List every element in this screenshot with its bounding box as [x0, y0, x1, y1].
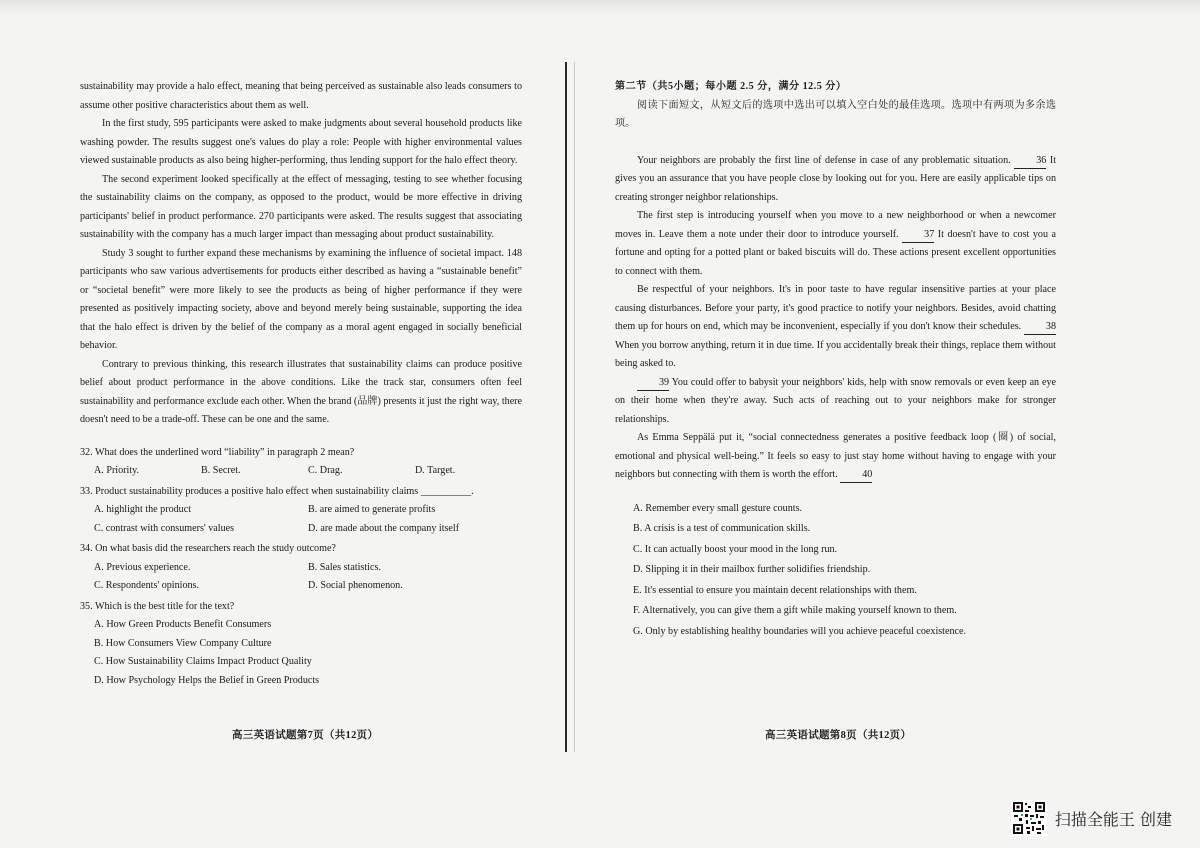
qr-code-icon: [1011, 800, 1047, 836]
page-divider-shadow: [574, 62, 575, 752]
answer-options: [615, 499, 1056, 643]
passage-paragraph-1: Your neighbors are probably the first line of defense in case of any problematic situation. 36 It gives you an assurance that you have people close by looking out for you. Here are easily applicable tips on creating stronger neighbor relationships.: [615, 154, 1057, 203]
option-b: B. Sales statistics.: [308, 561, 381, 573]
option-d: D. Target.: [415, 465, 456, 476]
question-34: [80, 540, 522, 596]
option-d: D. Social phenomenon.: [308, 580, 403, 591]
option-a: A. Remember every small gesture counts.: [633, 502, 803, 514]
right-page: [615, 78, 1056, 642]
question-stem: 35. Which is the best title for the text?: [80, 600, 235, 612]
paragraph-1: sustainability may provide a halo effect, meaning that being perceived as sustainable also leads consumers to assume other positive characteristics about them as well.: [80, 81, 522, 111]
option-d: D. are made about the company itself: [308, 522, 460, 534]
option-c: C. How Sustainability Claims Impact Product Quality: [94, 656, 312, 667]
option-c: C. Drag.: [308, 465, 343, 476]
section-title: 第二节（共5小题；每小题 2.5 分，满分 12.5 分）: [615, 81, 847, 92]
option-c: C. contrast with consumers' values: [94, 522, 235, 534]
left-page: [80, 78, 522, 690]
blank-40[interactable]: 40: [840, 468, 872, 483]
paragraph-5: Contrary to previous thinking, this research illustrates that sustainability claims can produce positive belief about product performance in the above conditions. Like the track star, consumers often feel sustainability and performance exclude each other. When the brand (品牌) presents it just the right way, there doesn't need to be a trade-off. These can be one and the same.: [80, 358, 523, 425]
blank-39[interactable]: 39: [637, 376, 669, 391]
option-a: A. How Green Products Benefit Consumers: [94, 619, 272, 630]
option-a: A. Priority.: [94, 465, 140, 476]
paragraph-4: Study 3 sought to further expand these mechanisms by examining the influence of societal impact. 148 participants who saw various advertisements for products either described as having a “sustainable benefit” or “societal benefit” were more likely to see the products as being of higher performance if they were presented as positively impacting society, above and beyond merely being sustainable, supporting the idea that the halo effect is driven by the belief of the company as a moral agent engaged in socially beneficial behavior.: [80, 247, 522, 351]
option-a: A. Previous experience.: [94, 561, 191, 573]
scanner-watermark: [1011, 800, 1172, 836]
option-a: A. highlight the product: [94, 504, 191, 515]
paragraph-2: In the first study, 595 participants were asked to make judgments about several household products like washing powder. The results suggest one's values do play a role: People with higher environmental values viewed sustainable products as also being higher-performing, thus lending support for the halo effect theory.: [80, 118, 522, 166]
paragraph-3: The second experiment looked specifically at the effect of messaging, testing to see whether focusing the sustainability claims on the company, as opposed to the product, would be more effective in driving participants' belief in product performance. 270 participants were asked. The results suggest that associating sustainability with the company has a much larger impact than messaging about product sustainability.: [80, 173, 522, 240]
passage-paragraph-3: Be respectful of your neighbors. It's in poor taste to have regular insensitive parties at your place causing disturbances. Before your party, it's good practice to notify your neighbors. Besides, avoid chatting them up for hours on end, which may be inconvenient, especially if you don't know their schedules. 38 When you borrow anything, return it in due time. If you accidentally break their things, replace them without being asked to.: [615, 284, 1056, 369]
question-33: [80, 483, 522, 539]
scan-edge: [0, 0, 1200, 14]
option-e: E. It's essential to ensure you maintain decent relationships with them.: [633, 584, 917, 596]
option-d: D. Slipping it in their mailbox further solidifies friendship.: [633, 564, 871, 575]
question-stem: 33. Product sustainability produces a positive halo effect when sustainability claims __________.: [80, 485, 474, 497]
question-stem: 34. On what basis did the researchers reach the study outcome?: [80, 543, 336, 554]
question-stem: 32. What does the underlined word “liability” in paragraph 2 mean?: [80, 446, 355, 458]
blank-37[interactable]: 37: [902, 228, 934, 243]
blank-38[interactable]: 38: [1024, 320, 1056, 335]
option-c: C. Respondents' opinions.: [94, 580, 200, 591]
option-b: B. Secret.: [201, 465, 241, 476]
passage-paragraph-2: The first step is introducing yourself when you move to a new neighborhood or when a newcomer moves in. Leave them a note under their door to introduce yourself. 37 It doesn't have to cost you a fortune and opting for a potted plant or baked biscuits will do. These actions present excellent opportunities to connect with them.: [615, 210, 1056, 277]
watermark-text: 扫描全能王 创建: [1054, 809, 1172, 829]
option-b: B. A crisis is a test of communication skills.: [633, 523, 811, 534]
option-c: C. It can actually boost your mood in the long run.: [633, 543, 838, 555]
passage-paragraph-4: 39 You could offer to babysit your neighbors' kids, help with snow removals or even keep an eye on their home when they're away. Such acts of reaching out to your neighbors make for stronger relationships.: [615, 376, 1056, 425]
page-divider: [565, 62, 567, 752]
option-b: B. are aimed to generate profits: [308, 504, 436, 515]
blank-36[interactable]: 36: [1014, 154, 1046, 169]
section-instructions: 阅读下面短文，从短文后的选项中选出可以填入空白处的最佳选项。选项中有两项为多余选项。: [615, 99, 1056, 129]
left-page-footer: 高三英语试题第7页（共12页）: [232, 730, 379, 741]
passage-paragraph-5: As Emma Seppälä put it, “social connectedness generates a positive feedback loop (圈) of social, emotional and physical well-being.” It feels so easy to just stay home without having to engage with your neighbors but connecting with them is worth the effort. 40: [615, 429, 1056, 485]
option-f: F. Alternatively, you can give them a gift while making yourself known to them.: [633, 605, 957, 616]
option-d: D. How Psychology Helps the Belief in Green Products: [94, 674, 320, 686]
question-35: [80, 598, 522, 691]
option-b: B. How Consumers View Company Culture: [94, 637, 272, 649]
question-32: [80, 444, 522, 481]
right-page-footer: 高三英语试题第8页（共12页）: [765, 730, 912, 741]
option-g: G. Only by establishing healthy boundaries will you achieve peaceful coexistence.: [633, 625, 966, 637]
